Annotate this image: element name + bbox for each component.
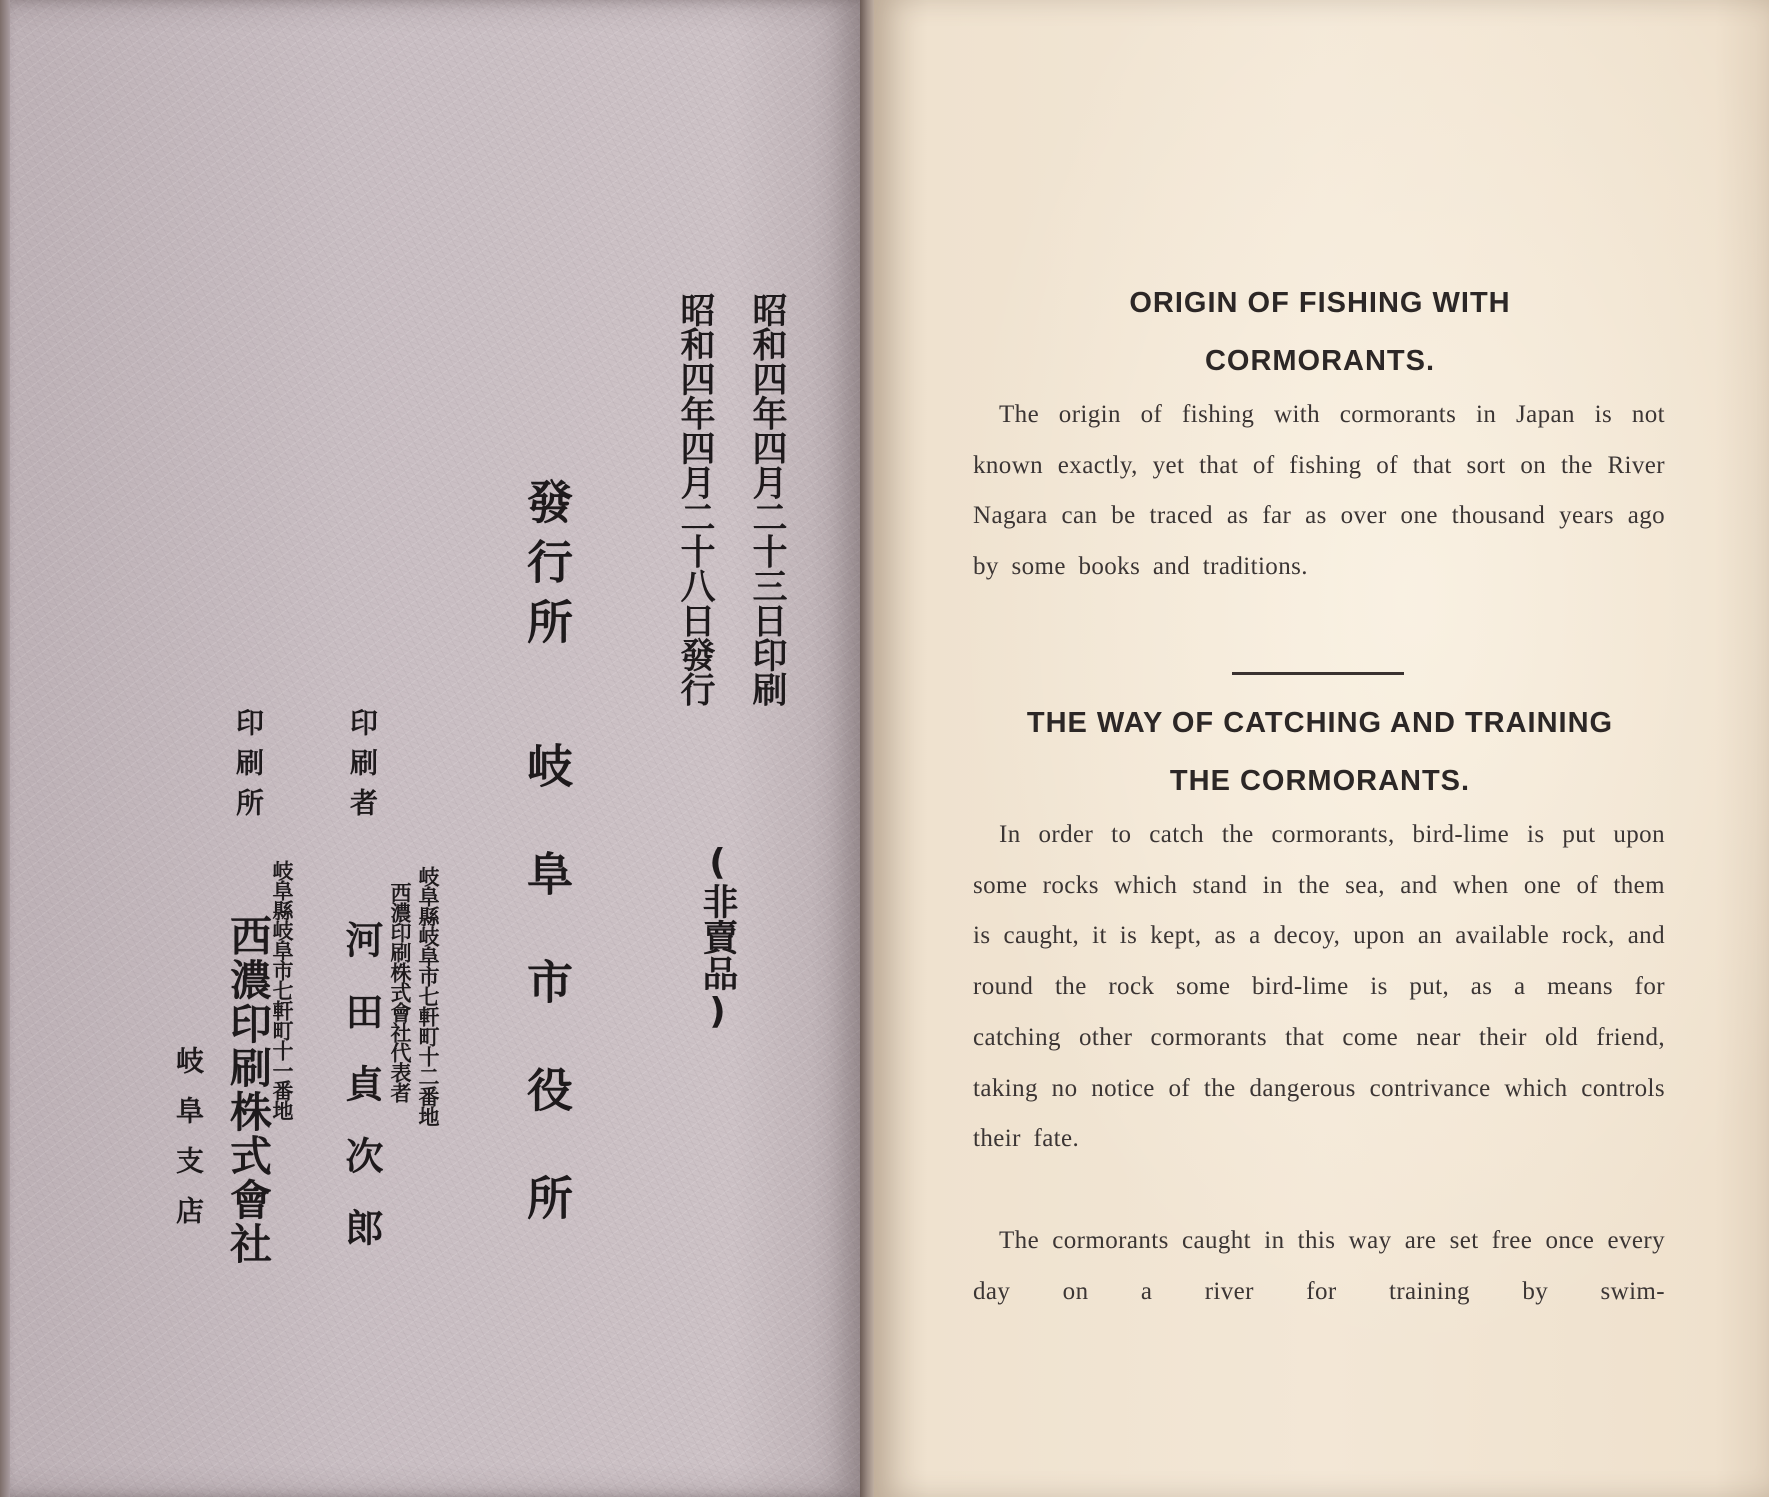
printing-office-branch: 岐阜支店 — [172, 1046, 205, 1246]
origin-paragraph — [973, 390, 1665, 593]
section-title-origin-line2: CORMORANTS. — [1204, 345, 1436, 377]
section-title-training-line2: THE CORMORANTS. — [1169, 765, 1471, 797]
training-paragraph — [973, 1216, 1665, 1317]
print-date: 昭和四年四月二十三日印刷 — [747, 292, 788, 706]
origin-paragraph-text: The origin of fishing with cormorants in Japan is not known exactly, yet that of fishing of that sort on the River Nagara can be traced as far as over one thousand years ago by some books and traditions. — [973, 401, 1665, 581]
printing-office-name: 西濃印刷株式會社 — [224, 914, 273, 1266]
printing-office-address: 岐阜縣岐阜市七軒町十一番地 — [270, 860, 295, 1120]
section-title-training-line1: THE WAY OF CATCHING AND TRAINING — [1026, 707, 1614, 739]
printer-company-role: 西濃印刷株式會社代表者 — [388, 882, 413, 1102]
section-title-training — [970, 694, 1670, 810]
issue-date: 昭和四年四月二十八日發行 — [675, 292, 716, 706]
not-for-sale-note: (非賣品) — [697, 842, 738, 1032]
catching-paragraph-text: In order to catch the cormorants, bird-lime is put upon some rocks which stand in the sea, and when one of them is caught, it is kept, as a decoy, upon an available rock, and round the rock some bird-lime is put, as a means for catching other cormorants that come near their old friend, taking no notice of the dangerous contrivance which controls their fate. — [973, 821, 1665, 1153]
printer-label: 印刷者 — [346, 708, 379, 828]
section-divider — [1232, 672, 1404, 675]
training-paragraph-text: The cormorants caught in this way are set free once every day on a river for training by swim- — [973, 1227, 1665, 1305]
section-title-origin — [970, 274, 1670, 390]
publisher-label: 發行所 — [520, 478, 574, 658]
printer-address: 岐阜縣岐阜市七軒町十二番地 — [416, 866, 441, 1126]
colophon-page — [0, 0, 862, 1497]
section-title-origin-line1: ORIGIN OF FISHING WITH — [1129, 287, 1511, 319]
printer-name: 河田貞次郎 — [339, 920, 384, 1280]
printing-office-label: 印刷所 — [232, 708, 265, 828]
publisher-name: 岐阜市役所 — [520, 742, 574, 1282]
catching-paragraph — [973, 810, 1665, 1165]
page-edge — [0, 0, 10, 1497]
